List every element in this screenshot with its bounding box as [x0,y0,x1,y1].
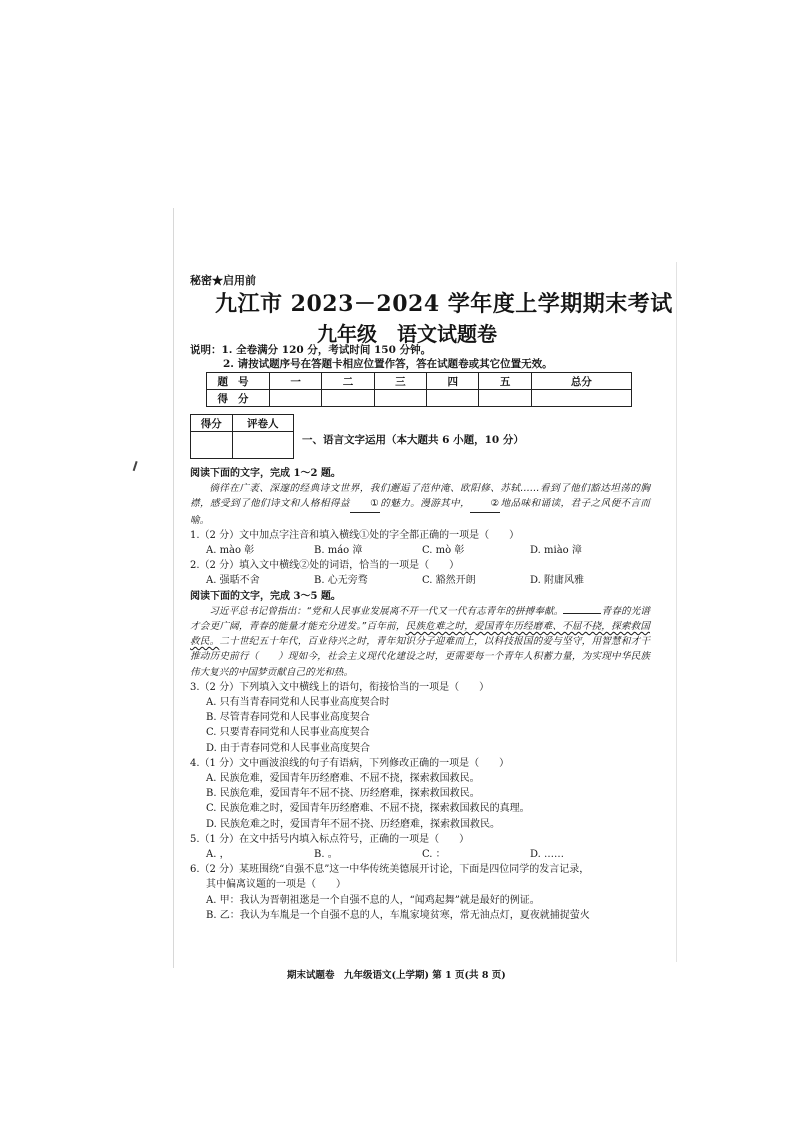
option: C. ： [422,849,446,861]
score-cell [427,390,479,407]
score-table-header-row [207,373,632,390]
instructions [190,343,553,371]
score-cell [270,390,322,407]
score-header-cell: 总分 [531,373,631,390]
exam-subtitle: 九年级 语文试题卷 [317,322,497,346]
grader-score-cell [191,432,233,459]
score-header-cell: 题号 [207,373,270,390]
score-table-score-row [207,390,632,407]
passage-2: 习近平总书记曾指出：“党和人民事业发展离不开一代又一代有志青年的拼搏奉献。 青春的光谱才会更广阔，青春的能量才能充分迸发。”百年前，民族危难之时，爱国青年历经磨难、不屈不挠，探索救国救民。二十世纪五十年代，百业待兴之时，青年知识分子迎难而上，以科技报国的爱与坚守，用智慧和才干推动历史前行（ ）现如今，社会主义现代化建设之时，更需要每一个青年人积蓄力量，为实现中华民族伟大复兴的中国梦贡献自己的光和热。 [190,605,651,678]
question-6-cont: 其中偏离议题的一项是（ ） [206,879,346,891]
instruction-2: 2. 请按试题序号在答题卡相应位置作答，答在试题卷或其它位置无效。 [223,358,553,370]
question-1-options [190,543,650,558]
option: D. 附庸风雅 [530,575,585,587]
confidential-label: 秘密★启用前 [190,274,256,287]
grader-score-label: 得分 [191,415,233,432]
question-2-options [190,573,650,588]
option: B. 民族危难，爱国青年不屈不挠、历经磨难，探索救国救民。 [206,788,480,800]
grader-name-cell [232,432,293,459]
score-table [206,372,632,407]
option: C. 只要青春同党和人民事业高度契合 [206,727,370,739]
option: D. …… [530,849,565,861]
option: A. ， [206,849,230,861]
option: C. 民族危难之时，爱国青年历经磨难、不屈不挠，探索救国救民的真理。 [206,803,530,815]
option: D. 由于青春同党和人民事业高度契合 [206,742,371,754]
question-6: 6.（2 分）某班围绕“自强不息”这一中华传统美德展开讨论，下面是四位同学的发言记录， [190,864,590,876]
option: B. 乙：我认为车胤是一个自强不息的人，车胤家境贫寒，常无油点灯，夏夜就捕捉萤火 [206,909,590,921]
score-header-cell: 二 [322,373,374,390]
option: B. máo 漳 [314,545,363,557]
option: B. 尽管青春同党和人民事业高度契合 [206,712,370,724]
scan-edge-right [676,262,677,962]
question-2: 2.（2 分）填入文中横线②处的词语，恰当的一项是（ ） [190,560,460,572]
option: A. mào 彰 [206,545,255,557]
passage-2-lead: 阅读下面的文字，完成 3～5 题。 [190,590,341,602]
question-1: 1.（2 分）文中加点字注音和填入横线①处的字全都正确的一项是（ ） [190,529,520,541]
question-4: 4.（1 分）文中画波浪线的句子有语病，下列修改正确的一项是（ ） [190,757,510,769]
option: C. mò 彰 [422,545,465,557]
option: B. 心无旁骛 [314,575,368,587]
blank-1: ① [350,496,380,512]
question-body [190,466,650,923]
score-cell [374,390,426,407]
blank-2: ② [470,496,500,512]
wavy-underlined-sentence: 民族危难之时，爱国青年历经磨难、不屈不挠，探索救国救民。 [190,621,651,648]
score-cell [531,390,631,407]
score-row-label: 得分 [207,390,270,407]
score-header-cell: 五 [479,373,531,390]
score-header-cell: 一 [270,373,322,390]
option: A. 只有当青春同党和人民事业高度契合时 [206,697,390,709]
option: B. 。 [314,849,338,861]
option: A. 甲：我认为晋朝祖逖是一个自强不息的人，“闻鸡起舞”就是最好的例证。 [206,894,540,906]
passage-1: 徜徉在广袤、深邃的经典诗文世界，我们邂逅了范仲淹、欧阳修、苏轼……看到了他们豁达坦荡的胸襟，感受到了他们诗文和人格相得益 ①的魅力。漫游其中， ②地品味和诵读，君子之风便不言而喻。 [190,483,651,526]
grader-box [190,414,294,459]
passage-1-lead: 阅读下面的文字，完成 1～2 题。 [190,468,341,479]
page-footer: 期末试题卷 九年级语文(上学期) 第 1 页(共 8 页) [287,970,506,981]
ink-mark [133,461,144,473]
question-5-options [190,847,650,862]
option: D. miào 漳 [530,545,582,557]
instruction-1: 说明：1. 全卷满分 120 分，考试时间 150 分钟。 [190,344,432,356]
scan-edge-left [173,208,174,968]
option: A. 强聒不舍 [206,575,260,587]
option: D. 民族危难之时，爱国青年不屈不挠、历经磨难，探索救国救民。 [206,818,501,830]
score-header-cell: 三 [374,373,426,390]
score-header-cell: 四 [427,373,479,390]
option: C. 豁然开朗 [422,575,476,587]
section-1-heading: 一、语言文字运用（本大题共 6 小题，10 分） [302,434,524,446]
question-5: 5.（1 分）在文中括号内填入标点符号，正确的一项是（ ） [190,833,470,845]
question-3: 3.（2 分）下列填入文中横线上的语句，衔接恰当的一项是（ ） [190,681,490,693]
grader-name-label: 评卷人 [232,415,293,432]
score-cell [322,390,374,407]
blank-line [563,613,601,614]
score-cell [479,390,531,407]
option: A. 民族危难，爱国青年历经磨难、不屈不挠，探索救国救民。 [206,773,480,785]
exam-title: 九江市 2023－2024 学年度上学期期末考试 [215,291,673,317]
